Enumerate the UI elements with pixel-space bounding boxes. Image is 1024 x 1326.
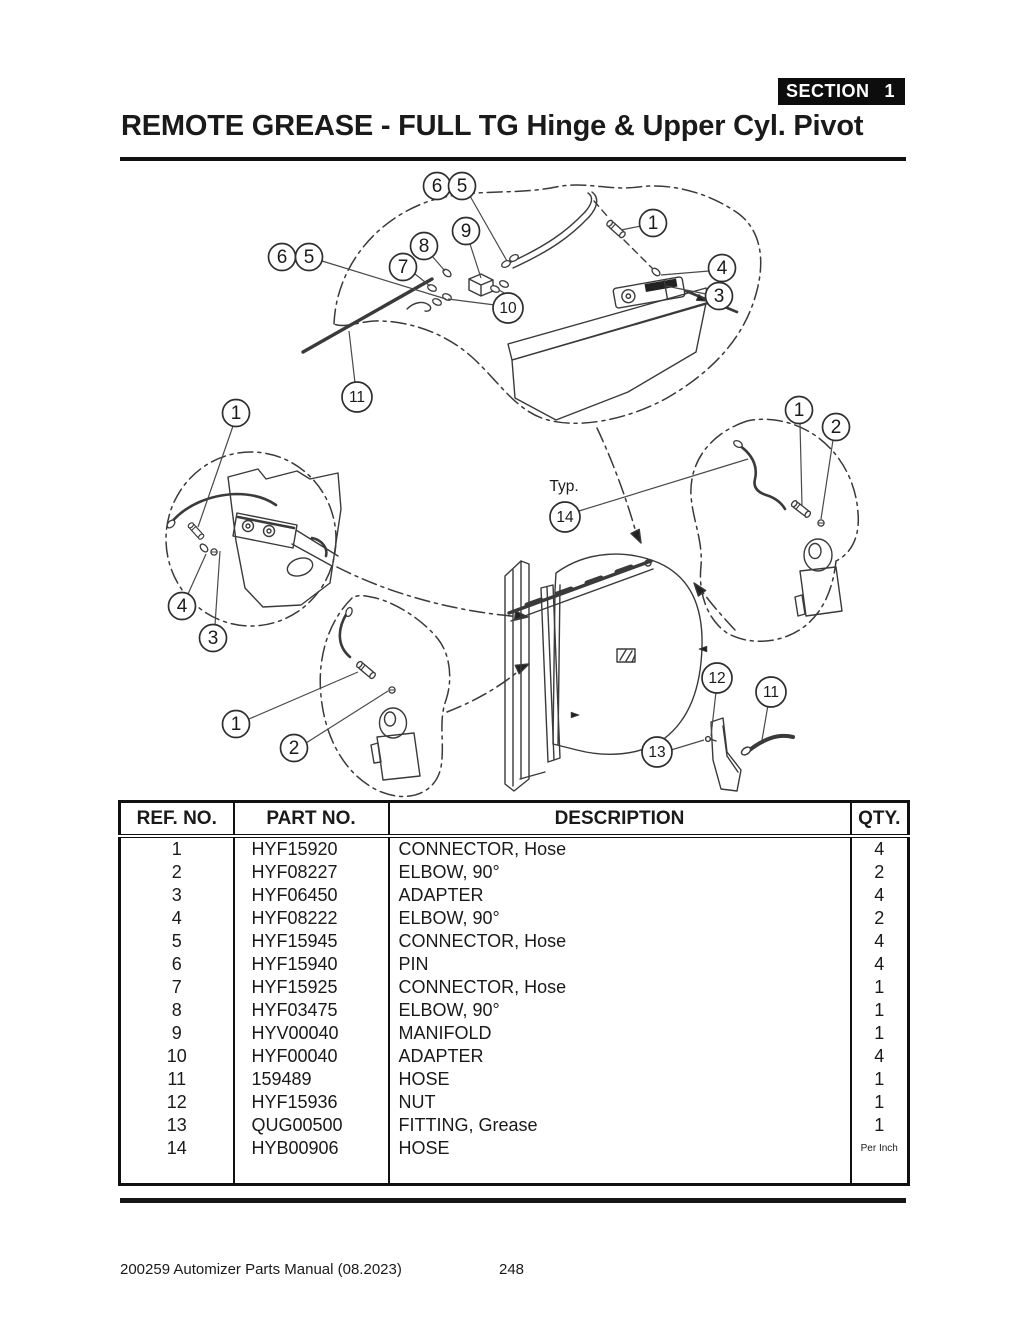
parts-table-body — [120, 836, 909, 1185]
cell-part: HYF08222 — [234, 907, 389, 930]
cell-ref: 5 — [120, 930, 234, 953]
table-row — [120, 1114, 909, 1137]
callout-12 — [702, 663, 732, 693]
svg-text:1: 1 — [647, 213, 659, 234]
cell-ref: 7 — [120, 976, 234, 999]
callout-9 — [453, 218, 480, 245]
cell-desc: ADAPTER — [389, 884, 851, 907]
callout-4 — [169, 593, 196, 620]
cell-ref: 3 — [120, 884, 234, 907]
cell-qty: 2 — [851, 861, 909, 884]
callout-11 — [342, 382, 372, 412]
col-header-qty: QTY. — [851, 802, 909, 837]
clevis-assembly-right — [733, 439, 842, 616]
callout-3 — [706, 283, 733, 310]
svg-text:13: 13 — [648, 744, 666, 761]
cell-desc: HOSE — [389, 1068, 851, 1091]
svg-text:6: 6 — [276, 247, 288, 268]
cell-desc: CONNECTOR, Hose — [389, 976, 851, 999]
cell-ref: 9 — [120, 1022, 234, 1045]
cell-ref: 12 — [120, 1091, 234, 1114]
svg-text:5: 5 — [303, 247, 315, 268]
table-row — [120, 1022, 909, 1045]
cell-ref: 4 — [120, 907, 234, 930]
callout-13 — [642, 737, 672, 767]
svg-text:8: 8 — [418, 236, 430, 257]
table-row — [120, 836, 909, 861]
cell-qty: 1 — [851, 976, 909, 999]
cell-part: HYF00040 — [234, 1045, 389, 1068]
callout-11 — [756, 677, 786, 707]
callout-1 — [223, 711, 250, 738]
page-title: REMOTE GREASE - FULL TG Hinge & Upper Cyl. Pivot — [121, 110, 864, 142]
cell-qty: 4 — [851, 884, 909, 907]
svg-text:14: 14 — [556, 509, 574, 526]
cell-part: HYF15925 — [234, 976, 389, 999]
cell-empty — [851, 1160, 909, 1185]
svg-text:12: 12 — [708, 670, 726, 687]
cell-desc: CONNECTOR, Hose — [389, 930, 851, 953]
cell-part: HYF06450 — [234, 884, 389, 907]
cell-empty — [234, 1160, 389, 1185]
cell-ref: 14 — [120, 1137, 234, 1160]
svg-text:3: 3 — [713, 286, 725, 307]
cell-part: QUG00500 — [234, 1114, 389, 1137]
table-row — [120, 1091, 909, 1114]
cell-empty — [120, 1160, 234, 1185]
cell-qty: 1 — [851, 999, 909, 1022]
svg-text:1: 1 — [230, 403, 242, 424]
cell-desc: HOSE — [389, 1137, 851, 1160]
cell-desc: CONNECTOR, Hose — [389, 836, 851, 861]
footer-page-number: 248 — [499, 1261, 525, 1278]
section-badge-number: 1 — [884, 81, 895, 101]
svg-text:4: 4 — [176, 596, 188, 617]
cell-ref: 11 — [120, 1068, 234, 1091]
svg-text:9: 9 — [460, 221, 472, 242]
cell-ref: 13 — [120, 1114, 234, 1137]
callout-2 — [823, 414, 850, 441]
cell-part: HYF15936 — [234, 1091, 389, 1114]
cell-desc: ELBOW, 90° — [389, 861, 851, 884]
callout-5 — [449, 173, 476, 200]
svg-text:11: 11 — [348, 389, 366, 406]
parts-table-header-row — [120, 802, 909, 837]
cell-part: HYF15940 — [234, 953, 389, 976]
table-row — [120, 930, 909, 953]
table-row — [120, 907, 909, 930]
balloon-bottom-left — [320, 596, 449, 797]
callout-4 — [709, 255, 736, 282]
callout-14 — [550, 502, 580, 532]
cell-ref: 8 — [120, 999, 234, 1022]
cell-desc: ADAPTER — [389, 1045, 851, 1068]
cell-qty: 4 — [851, 930, 909, 953]
cell-part: HYF15920 — [234, 836, 389, 861]
grease-bracket-assembly — [706, 718, 793, 791]
cell-qty: Per Inch — [851, 1137, 909, 1160]
cell-qty: 1 — [851, 1022, 909, 1045]
callout-6 — [424, 173, 451, 200]
cell-ref: 1 — [120, 836, 234, 861]
footer-manual-info: 200259 Automizer Parts Manual (08.2023) — [120, 1261, 402, 1278]
svg-text:4: 4 — [716, 258, 728, 279]
callout-3 — [200, 625, 227, 652]
cell-qty: 4 — [851, 836, 909, 861]
cell-qty: 4 — [851, 953, 909, 976]
callout-2 — [281, 735, 308, 762]
clevis-assembly-bottom-left — [340, 607, 420, 780]
table-row — [120, 1137, 909, 1160]
cell-part: 159489 — [234, 1068, 389, 1091]
table-row — [120, 861, 909, 884]
col-header-ref: REF. NO. — [120, 802, 234, 837]
cell-part: HYF08227 — [234, 861, 389, 884]
callout-6 — [269, 244, 296, 271]
svg-text:2: 2 — [830, 417, 842, 438]
cell-qty: 2 — [851, 907, 909, 930]
footer-rule — [120, 1198, 906, 1203]
callout-5 — [296, 244, 323, 271]
cell-part: HYV00040 — [234, 1022, 389, 1045]
col-header-desc: DESCRIPTION — [389, 802, 851, 837]
cell-desc: FITTING, Grease — [389, 1114, 851, 1137]
cell-desc: ELBOW, 90° — [389, 907, 851, 930]
table-row — [120, 884, 909, 907]
cell-part: HYF03475 — [234, 999, 389, 1022]
svg-text:5: 5 — [456, 176, 468, 197]
typ-label: Typ. — [549, 478, 579, 495]
callout-7 — [390, 254, 417, 281]
cell-qty: 1 — [851, 1068, 909, 1091]
svg-text:2: 2 — [288, 738, 300, 759]
cell-desc: PIN — [389, 953, 851, 976]
cell-ref: 2 — [120, 861, 234, 884]
callout-1 — [223, 400, 250, 427]
svg-text:7: 7 — [397, 257, 409, 278]
svg-text:6: 6 — [431, 176, 443, 197]
table-row — [120, 976, 909, 999]
svg-text:1: 1 — [230, 714, 242, 735]
svg-text:10: 10 — [499, 300, 517, 317]
cell-part: HYF15945 — [234, 930, 389, 953]
cell-qty: 1 — [851, 1091, 909, 1114]
cell-desc: MANIFOLD — [389, 1022, 851, 1045]
table-row — [120, 1045, 909, 1068]
cell-ref: 6 — [120, 953, 234, 976]
parts-table — [118, 800, 910, 1186]
cell-qty: 1 — [851, 1114, 909, 1137]
svg-text:11: 11 — [762, 684, 780, 701]
callout-1 — [640, 210, 667, 237]
cell-qty: 4 — [851, 1045, 909, 1068]
diagram-artwork — [166, 185, 859, 796]
table-row — [120, 999, 909, 1022]
machine-body — [505, 554, 707, 791]
callout-10 — [493, 293, 523, 323]
col-header-part: PART NO. — [234, 802, 389, 837]
callout-8 — [411, 233, 438, 260]
cell-empty — [389, 1160, 851, 1185]
table-filler-row — [120, 1160, 909, 1185]
table-row — [120, 953, 909, 976]
cell-ref: 10 — [120, 1045, 234, 1068]
cell-desc: ELBOW, 90° — [389, 999, 851, 1022]
svg-text:3: 3 — [207, 628, 219, 649]
section-badge-label: SECTION — [786, 81, 870, 101]
balloon-top — [334, 185, 761, 423]
callout-1 — [786, 397, 813, 424]
svg-text:1: 1 — [793, 400, 805, 421]
cell-desc: NUT — [389, 1091, 851, 1114]
cell-part: HYB00906 — [234, 1137, 389, 1160]
table-row — [120, 1068, 909, 1091]
